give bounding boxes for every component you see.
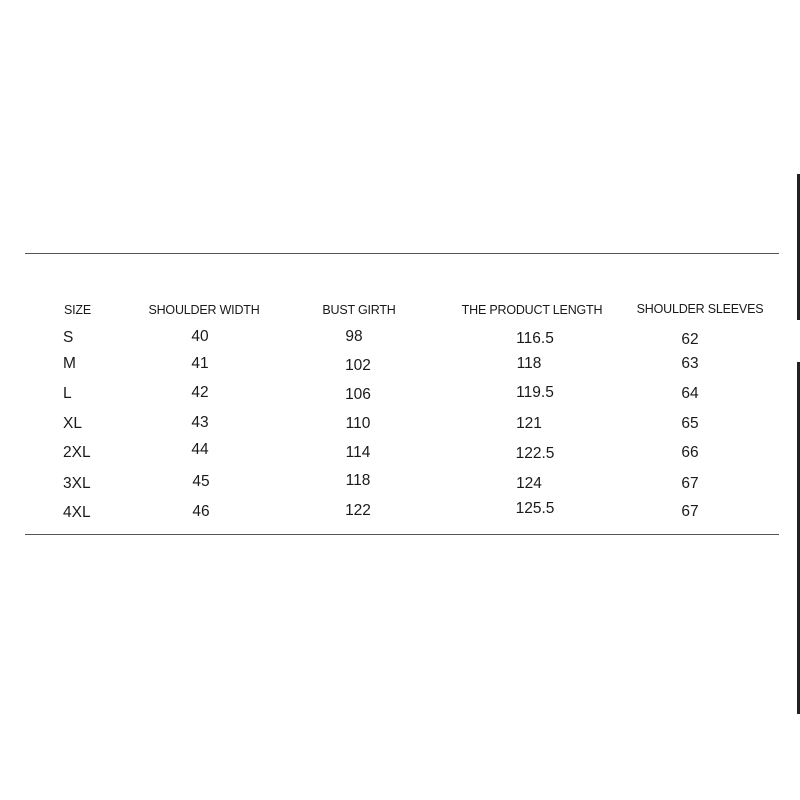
size-cell: M [63,355,76,372]
header-shoulder-width: SHOULDER WIDTH [148,303,260,317]
size-cell: 2XL [63,444,91,461]
bust-girth-cell: 98 [345,328,363,345]
bust-girth-cell: 102 [345,357,371,374]
size-cell: L [63,385,72,402]
product-length-cell: 116.5 [516,330,554,347]
shoulder-width-cell: 43 [191,414,209,431]
shoulder-width-cell: 44 [191,441,209,458]
product-length-cell: 118 [516,355,542,372]
bust-girth-cell: 110 [345,415,371,432]
shoulder-sleeves-cell: 63 [681,355,699,372]
product-length-cell: 121 [516,415,542,432]
header-bust-girth: BUST GIRTH [322,303,396,317]
product-length-cell: 119.5 [516,384,554,401]
size-cell: 3XL [63,475,91,492]
shoulder-sleeves-cell: 66 [681,444,699,461]
size-cell: S [63,329,74,346]
header-size: SIZE [64,303,91,317]
top-divider [25,253,779,254]
bust-girth-cell: 122 [345,502,371,519]
bottom-divider [25,534,779,535]
bust-girth-cell: 106 [345,386,371,403]
bust-girth-cell: 118 [345,472,371,489]
size-cell: 4XL [63,504,91,521]
product-length-cell: 122.5 [515,445,555,462]
shoulder-sleeves-cell: 64 [681,385,699,402]
shoulder-width-cell: 40 [191,328,209,345]
shoulder-width-cell: 42 [191,384,209,401]
shoulder-width-cell: 46 [192,503,210,520]
header-shoulder-sleeves: SHOULDER SLEEVES [636,302,764,316]
bust-girth-cell: 114 [345,444,371,461]
shoulder-width-cell: 45 [192,473,210,490]
size-cell: XL [63,415,82,432]
shoulder-width-cell: 41 [191,355,209,372]
header-product-length: THE PRODUCT LENGTH [461,303,603,317]
shoulder-sleeves-cell: 67 [681,475,699,492]
shoulder-sleeves-cell: 62 [681,331,699,348]
product-length-cell: 125.5 [515,500,555,517]
shoulder-sleeves-cell: 67 [681,503,699,520]
shoulder-sleeves-cell: 65 [681,415,699,432]
product-length-cell: 124 [516,475,542,492]
